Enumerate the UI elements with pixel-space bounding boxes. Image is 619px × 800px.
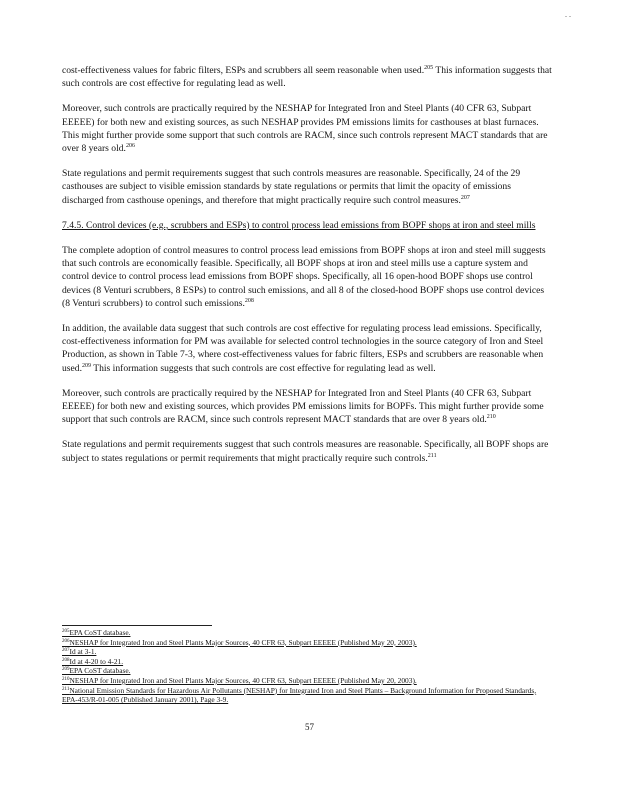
footnote-ref: 209	[81, 362, 91, 369]
footnote-divider	[62, 625, 212, 626]
document-body	[62, 64, 552, 477]
section-heading-7-4-5: 7.4.5. Control devices (e.g., scrubbers and ESPs) to control process lead emissions from BOPF shops at iron and steel mills	[62, 219, 536, 231]
footnote-208: $^{208}$Id at 4-20 to 4-21.	[62, 656, 124, 666]
footnote-207: $^{207}$Id at 3-1.	[62, 647, 97, 657]
paragraph-cost-effectiveness-casthouse: cost-effectiveness values for fabric filters, ESPs and scrubbers all seem reasonable when used.$^{205}$ This information suggests that such controls are cost effective for regulating lead as well.	[62, 65, 552, 90]
footnote-ref: 208	[244, 297, 254, 304]
corner-mark: . .	[565, 10, 571, 19]
footnote-ref: 206	[125, 143, 135, 150]
paragraph-bopf-adoption: The complete adoption of control measures to control process lead emissions from BOPF shops at iron and steel mill suggests that such controls are economically feasible. Specifically, all BOPF shops at iron and steel mills use a capture system and control device to control process lead emissions from BOPF shops. Specifically, all 16 open-hood BOPF shops use control devices (8 Venturi scrubbers, 8 ESPs) to control such emissions, and all 8 of the closed-hood BOPF shops use control devices (8 Venturi scrubbers) to control such emissions.$^{208}$	[62, 245, 546, 309]
paragraph-state-regulations-casthouse: State regulations and permit requirements suggest that such controls measures are reasonable. Specifically, 24 of the 29 casthouses are subject to visible emission standards by state regulations or permits that limit the opacity of emissions discharged from casthouse openings, and therefore that might practically require such control measures.$^{207}$	[62, 168, 521, 206]
footnote-ref: 207	[460, 194, 470, 201]
paragraph-state-regulations-bopf: State regulations and permit requirements suggest that such controls measures are reasonable. Specifically, all BOPF shops are subject to states regulations or permit requirements that might practically require such controls.$^{211}$	[62, 439, 549, 464]
footnote-205: $^{205}$EPA CoST database.	[62, 628, 131, 637]
footnote-ref: 210	[486, 414, 496, 421]
footnote-209: $^{209}$EPA CoST database.	[62, 666, 131, 676]
paragraph-neshap-casthouse: Moreover, such controls are practically required by the NESHAP for Integrated Iron and Steel Plants (40 CFR 63, Subpart EEEEE) for both new and existing sources, as such NESHAP provides PM emissions limits for casthouses at blast furnaces. This might further provide some support that such controls are RACM, since such controls represent MACT standards that are over 8 years old.$^{206}$	[62, 103, 548, 155]
footnote-210: $^{210}$NESHAP for Integrated Iron and Steel Plants Major Sources, 40 CFR 63, Subpart EEEEE (Published May 20, 2003).	[62, 675, 417, 685]
page-number: 57	[305, 722, 314, 732]
footnote-ref: 211	[427, 452, 437, 459]
paragraph-cost-effectiveness-bopf: In addition, the available data suggest that such controls are cost effective for regulating process lead emissions. Specifically, cost-effectiveness information for PM was available for selected control technologies in the source category of Iron and Steel Production, as shown in Table 7-3, where cost-effectiveness values for fabric filters, ESPs and scrubbers are reasonable when used.$^{209}$ This information suggests that such controls are cost effective for regulating lead as well.	[62, 323, 544, 374]
footnotes	[62, 628, 552, 705]
footnote-211: $^{211}$National Emission Standards for Hazardous Air Pollutants (NESHAP) for Integrated Iron and Steel Plants – Background Information for Proposed Standards, EPA-453/R-01-005 (Published January 2001), Page 3-9.	[62, 685, 537, 705]
paragraph-neshap-bopf: Moreover, such controls are practically required by the NESHAP for Integrated Iron and Steel Plants (40 CFR 63, Subpart EEEEE) for both new and existing sources, which provides PM emissions limits for BOPFs. This might further provide some support that such controls are RACM, since such controls represent MACT standards that are over 8 years old.$^{210}$	[62, 387, 544, 426]
footnote-ref: 205	[424, 65, 434, 71]
footnote-206: $^{206}$NESHAP for Integrated Iron and Steel Plants Major Sources, 40 CFR 63, Subpart EEEEE (Published May 20, 2003).	[62, 637, 417, 647]
